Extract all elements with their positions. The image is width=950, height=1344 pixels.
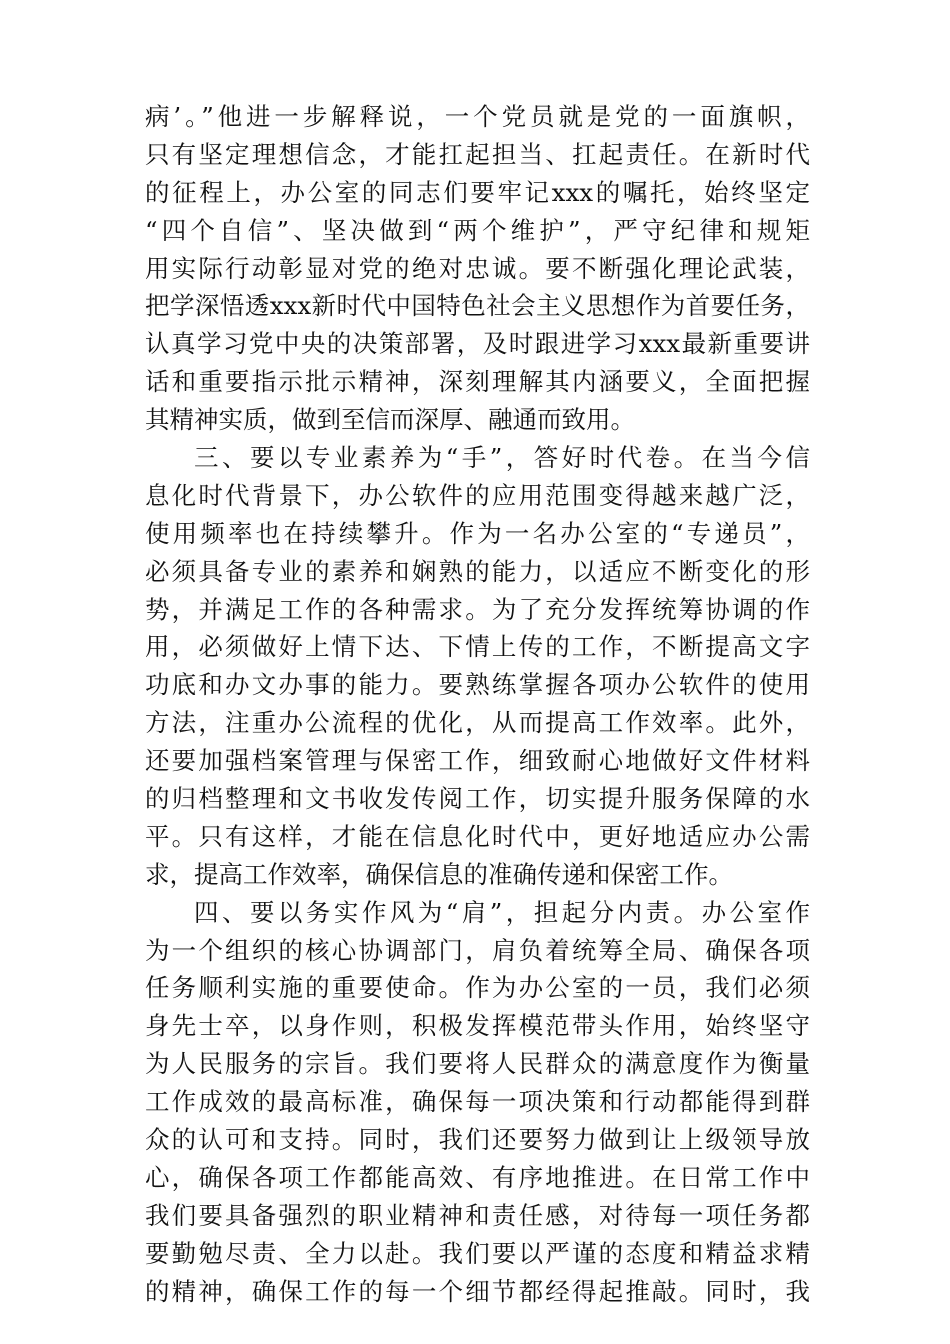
text-line: 的精神，确保工作的每一个细节都经得起推敲。同时，我: [145, 1276, 810, 1306]
text-line: 必须具备专业的素养和娴熟的能力，以适应不断变化的形: [145, 556, 810, 586]
text-line: 要勤勉尽责、全力以赴。我们要以严谨的态度和精益求精: [145, 1238, 810, 1268]
text-line: 使用频率也在持续攀升。作为一名办公室的“专递员”，: [145, 518, 810, 548]
text-line: 平。只有这样，才能在信息化时代中，更好地适应办公需: [145, 821, 810, 851]
text-line: 其精神实质，做到至信而深厚、融通而致用。: [145, 405, 635, 435]
text-line: 为人民服务的宗旨。我们要将人民群众的满意度作为衡量: [145, 1049, 810, 1079]
text-line: 病’。”他进一步解释说，一个党员就是党的一面旗帜，: [145, 102, 810, 131]
text-line: 只有坚定理想信念，才能扛起担当、扛起责任。在新时代: [145, 139, 810, 169]
text-line: 工作成效的最高标准，确保每一项决策和行动都能得到群: [145, 1087, 810, 1117]
text-line: 势，并满足工作的各种需求。为了充分发挥统筹协调的作: [145, 594, 810, 624]
text-line: 话和重要指示批示精神，深刻理解其内涵要义，全面把握: [145, 367, 810, 397]
text-line: 心，确保各项工作都能高效、有序地推进。在日常工作中: [145, 1162, 810, 1192]
text-line: 方法，注重办公流程的优化，从而提高工作效率。此外，: [145, 708, 810, 738]
text-line: “四个自信”、坚决做到“两个维护”，严守纪律和规矩: [145, 215, 810, 245]
text-line: 求，提高工作效率，确保信息的准确传递和保密工作。: [145, 859, 733, 889]
text-line: 众的认可和支持。同时，我们还要努力做到让上级领导放: [145, 1125, 810, 1155]
text-line: 的归档整理和文书收发传阅工作，切实提升服务保障的水: [145, 784, 810, 814]
text-line: 认真学习党中央的决策部署，及时跟进学习xxx最新重要讲: [145, 329, 810, 359]
text-line: 四、要以务实作风为“肩”，担起分内责。办公室作: [194, 897, 810, 927]
document-page: [145, 98, 810, 1311]
text-line: 三、要以专业素养为“手”，答好时代卷。在当今信: [194, 443, 810, 473]
text-line: 用，必须做好上情下达、下情上传的工作，不断提高文字: [145, 632, 810, 662]
text-line: 息化时代背景下，办公软件的应用范围变得越来越广泛，: [145, 480, 810, 510]
text-line: 功底和办文办事的能力。要熟练掌握各项办公软件的使用: [145, 670, 810, 700]
text-line: 还要加强档案管理与保密工作，细致耐心地做好文件材料: [145, 746, 810, 776]
text-line: 任务顺利实施的重要使命。作为办公室的一员，我们必须: [145, 973, 810, 1003]
text-line: 用实际行动彰显对党的绝对忠诚。要不断强化理论武装，: [145, 253, 810, 283]
text-line: 我们要具备强烈的职业精神和责任感，对待每一项任务都: [145, 1200, 810, 1230]
text-line: 为一个组织的核心协调部门，肩负着统筹全局、确保各项: [145, 935, 810, 965]
text-line: 把学深悟透xxx新时代中国特色社会主义思想作为首要任务，: [145, 291, 810, 321]
text-line: 身先士卒，以身作则，积极发挥模范带头作用，始终坚守: [145, 1011, 810, 1041]
text-line: 的征程上，办公室的同志们要牢记xxx的嘱托，始终坚定: [145, 177, 810, 207]
